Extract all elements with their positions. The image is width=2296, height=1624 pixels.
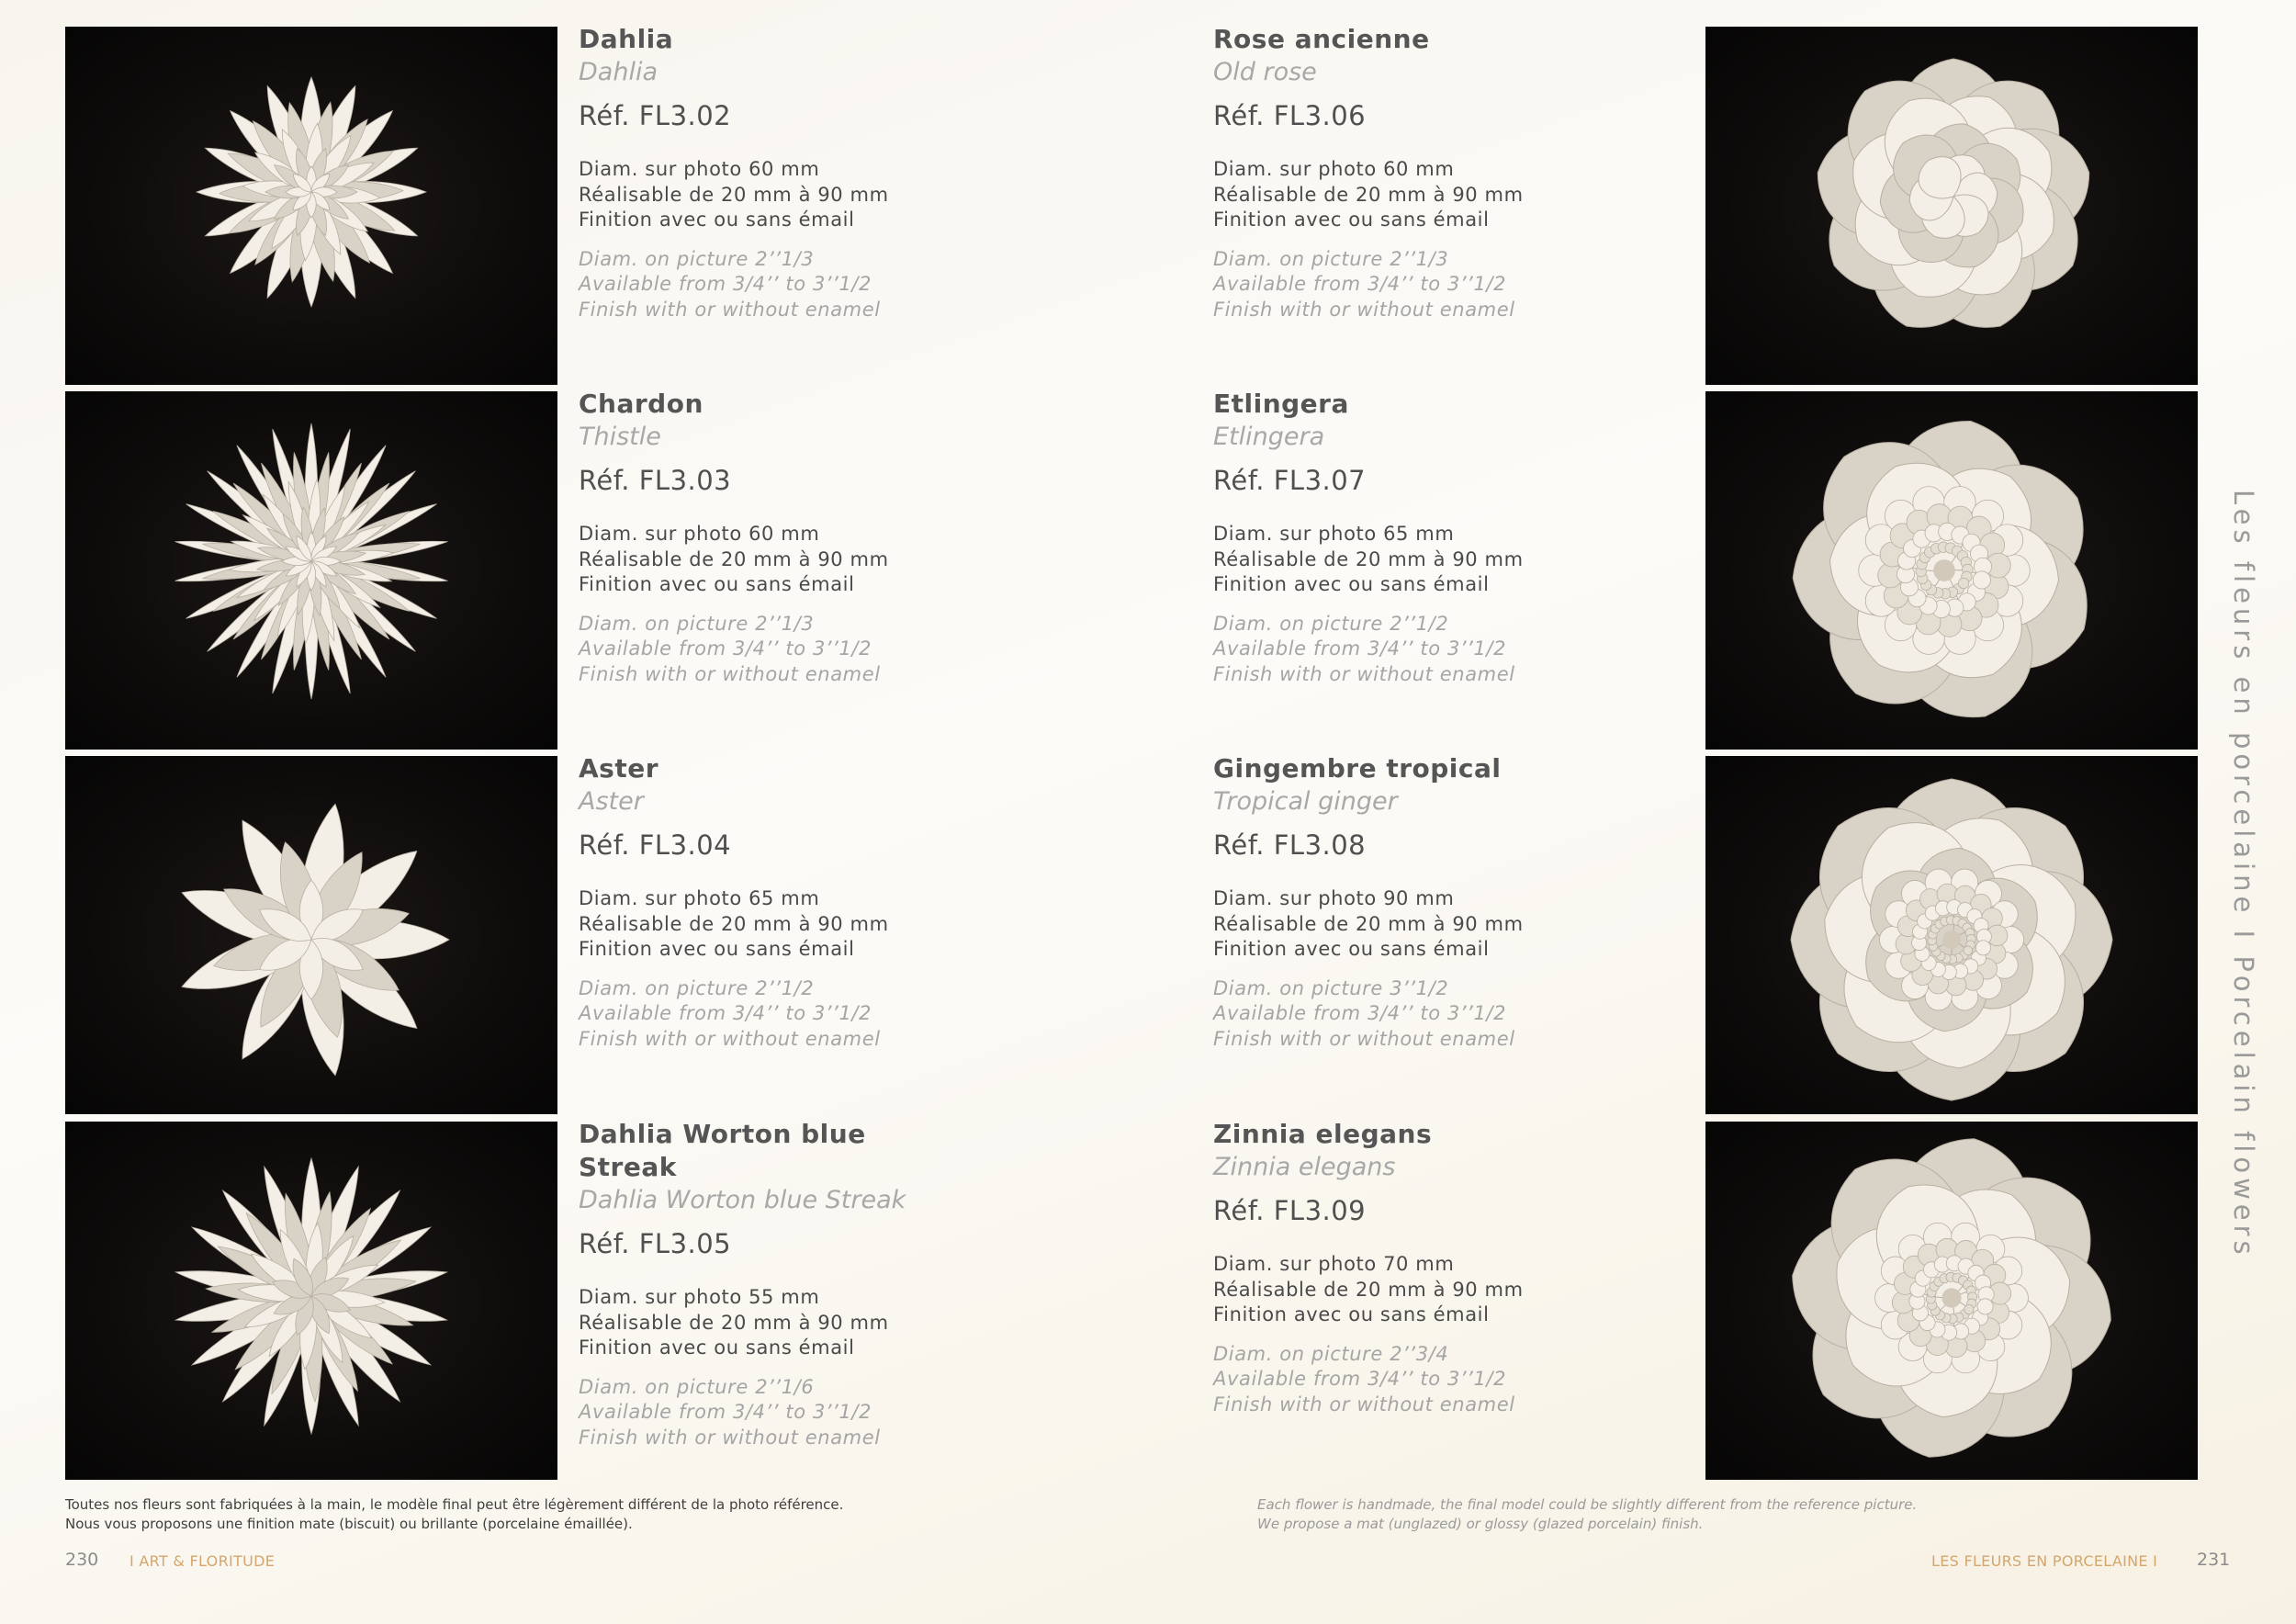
spec-diameter-en: Diam. on picture 2’’1/6 <box>579 1375 815 1398</box>
thistle-photo <box>65 391 557 750</box>
spec-range: Réalisable de 20 mm à 90 mm <box>579 547 889 570</box>
footnote-line: Nous vous proposons une finition mate (biscuit) ou brillante (porcelaine émaillée). <box>65 1516 633 1532</box>
spec-finish-en: Finish with or without enamel <box>1213 1027 1515 1050</box>
french-specs <box>1213 1252 1599 1328</box>
spec-diameter: Diam. sur photo 60 mm <box>579 158 820 180</box>
right-running-title: LES FLEURS EN PORCELAINE I <box>1931 1552 2158 1570</box>
spec-finish: Finition avec ou sans émail <box>1213 938 1490 960</box>
product-name: Dahlia <box>579 24 674 54</box>
right-page-number: 231 <box>2197 1550 2231 1570</box>
spec-diameter: Diam. sur photo 55 mm <box>579 1286 820 1308</box>
side-section-title: Les fleurs en porcelaine I Porcelain flowers <box>2228 490 2259 1259</box>
footnote-english <box>1257 1495 1917 1534</box>
product-name: Zinnia elegans <box>1213 1119 1433 1149</box>
spec-finish: Finition avec ou sans émail <box>579 209 855 231</box>
spec-finish-en: Finish with or without enamel <box>579 298 881 321</box>
spec-finish-en: Finish with or without enamel <box>1213 1393 1515 1415</box>
product-reference: Réf. FL3.02 <box>579 100 732 131</box>
product-aster <box>579 752 964 1052</box>
spec-range: Réalisable de 20 mm à 90 mm <box>579 183 889 206</box>
aster-flower-icon <box>65 756 557 1114</box>
spec-finish-en: Finish with or without enamel <box>1213 298 1515 321</box>
product-english-name: Dahlia Worton blue Streak <box>579 1186 906 1214</box>
spec-range: Réalisable de 20 mm à 90 mm <box>1213 547 1524 570</box>
product-english-name: Thistle <box>579 423 661 451</box>
spec-range-en: Available from 3/4’’ to 3’’1/2 <box>1213 273 1507 295</box>
spec-finish: Finition avec ou sans émail <box>1213 573 1490 595</box>
english-specs <box>579 1375 964 1451</box>
spec-diameter: Diam. sur photo 90 mm <box>1213 887 1455 909</box>
spec-range-en: Available from 3/4’’ to 3’’1/2 <box>579 273 872 295</box>
spec-diameter-en: Diam. on picture 2’’1/3 <box>1213 247 1449 270</box>
product-reference: Réf. FL3.04 <box>579 829 732 861</box>
english-specs <box>1213 976 1599 1053</box>
english-specs <box>579 247 964 323</box>
dahlia-photo <box>65 27 557 385</box>
old-rose-flower-icon <box>1705 27 2198 385</box>
spec-range: Réalisable de 20 mm à 90 mm <box>1213 1278 1524 1301</box>
product-english-name: Tropical ginger <box>1213 787 1398 816</box>
english-specs <box>579 976 964 1053</box>
product-reference: Réf. FL3.03 <box>579 465 732 496</box>
spec-finish: Finition avec ou sans émail <box>1213 1303 1490 1325</box>
spec-range-en: Available from 3/4’’ to 3’’1/2 <box>1213 1002 1507 1024</box>
footnote-line: We propose a mat (unglazed) or glossy (glazed porcelain) finish. <box>1257 1516 1704 1532</box>
tropical-ginger-photo <box>1705 756 2198 1114</box>
french-specs <box>1213 522 1599 598</box>
spec-finish-en: Finish with or without enamel <box>1213 662 1515 685</box>
spec-range-en: Available from 3/4’’ to 3’’1/2 <box>1213 637 1507 660</box>
spec-finish-en: Finish with or without enamel <box>579 1027 881 1050</box>
product-name: Aster <box>579 753 659 784</box>
spec-range-en: Available from 3/4’’ to 3’’1/2 <box>1213 1368 1507 1390</box>
french-specs <box>579 157 964 233</box>
french-specs <box>1213 886 1599 963</box>
product-name: Dahlia Worton blue <box>579 1119 866 1149</box>
product-reference: Réf. FL3.08 <box>1213 829 1367 861</box>
product-name: Rose ancienne <box>1213 24 1430 54</box>
product-etlingera <box>1213 388 1599 687</box>
spec-diameter: Diam. sur photo 60 mm <box>1213 158 1455 180</box>
spec-diameter-en: Diam. on picture 3’’1/2 <box>1213 976 1449 999</box>
spec-range: Réalisable de 20 mm à 90 mm <box>579 1311 889 1334</box>
aster-photo <box>65 756 557 1114</box>
dahlia-worton-photo <box>65 1122 557 1480</box>
product-name-line2: Streak <box>579 1152 677 1182</box>
english-specs <box>1213 612 1599 688</box>
product-reference: Réf. FL3.05 <box>579 1228 732 1259</box>
product-english-name: Dahlia <box>579 58 658 86</box>
spec-range: Réalisable de 20 mm à 90 mm <box>1213 183 1524 206</box>
zinnia-photo <box>1705 1122 2198 1480</box>
etlingera-photo <box>1705 391 2198 750</box>
spec-diameter-en: Diam. on picture 2’’3/4 <box>1213 1342 1449 1365</box>
tropical-ginger-flower-icon <box>1705 756 2198 1114</box>
spec-diameter: Diam. sur photo 70 mm <box>1213 1253 1455 1275</box>
french-specs <box>579 886 964 963</box>
footnote-line: Each flower is handmade, the final model could be slightly different from the reference picture. <box>1257 1496 1918 1513</box>
product-english-name: Aster <box>579 787 644 816</box>
product-english-name: Etlingera <box>1213 423 1325 451</box>
product-reference: Réf. FL3.09 <box>1213 1195 1367 1226</box>
spec-finish: Finition avec ou sans émail <box>1213 209 1490 231</box>
english-specs <box>1213 1342 1599 1418</box>
spec-diameter-en: Diam. on picture 2’’1/3 <box>579 247 815 270</box>
spec-diameter: Diam. sur photo 65 mm <box>1213 523 1455 545</box>
product-reference: Réf. FL3.06 <box>1213 100 1367 131</box>
spec-range-en: Available from 3/4’’ to 3’’1/2 <box>579 1002 872 1024</box>
product-reference: Réf. FL3.07 <box>1213 465 1367 496</box>
product-dahlia <box>579 23 964 322</box>
spec-diameter-en: Diam. on picture 2’’1/3 <box>579 612 815 635</box>
spec-range-en: Available from 3/4’’ to 3’’1/2 <box>579 637 872 660</box>
product-name: Gingembre tropical <box>1213 753 1502 784</box>
spec-finish: Finition avec ou sans émail <box>579 938 855 960</box>
spec-range: Réalisable de 20 mm à 90 mm <box>1213 912 1524 935</box>
spec-finish: Finition avec ou sans émail <box>579 573 855 595</box>
dahlia-flower-icon <box>65 27 557 385</box>
spec-finish-en: Finish with or without enamel <box>579 662 881 685</box>
footnote-line: Toutes nos fleurs sont fabriquées à la main, le modèle final peut être légèrement différent de la photo référence. <box>65 1496 844 1513</box>
etlingera-flower-icon <box>1705 391 2198 750</box>
english-specs <box>579 612 964 688</box>
spec-diameter: Diam. sur photo 60 mm <box>579 523 820 545</box>
french-specs <box>579 522 964 598</box>
product-english-name: Zinnia elegans <box>1213 1153 1396 1181</box>
english-specs <box>1213 247 1599 323</box>
product-rose-ancienne <box>1213 23 1599 322</box>
spec-diameter: Diam. sur photo 65 mm <box>579 887 820 909</box>
footnote-french <box>65 1495 843 1534</box>
spec-finish: Finition avec ou sans émail <box>579 1336 855 1359</box>
product-name: Etlingera <box>1213 389 1349 419</box>
product-dahlia-worton <box>579 1118 964 1450</box>
dahlia-worton-flower-icon <box>65 1122 557 1480</box>
spec-range-en: Available from 3/4’’ to 3’’1/2 <box>579 1401 872 1423</box>
left-page-number: 230 <box>65 1550 99 1570</box>
product-chardon <box>579 388 964 687</box>
french-specs <box>579 1285 964 1361</box>
french-specs <box>1213 157 1599 233</box>
zinnia-flower-icon <box>1705 1122 2198 1480</box>
thistle-flower-icon <box>65 391 557 750</box>
spec-diameter-en: Diam. on picture 2’’1/2 <box>579 976 815 999</box>
product-gingembre-tropical <box>1213 752 1599 1052</box>
spec-diameter-en: Diam. on picture 2’’1/2 <box>1213 612 1449 635</box>
product-zinnia-elegans <box>1213 1118 1599 1417</box>
spec-finish-en: Finish with or without enamel <box>579 1426 881 1449</box>
left-running-title: I ART & FLORITUDE <box>129 1552 276 1570</box>
product-name: Chardon <box>579 389 703 419</box>
product-english-name: Old rose <box>1213 58 1317 86</box>
old-rose-photo <box>1705 27 2198 385</box>
spec-range: Réalisable de 20 mm à 90 mm <box>579 912 889 935</box>
